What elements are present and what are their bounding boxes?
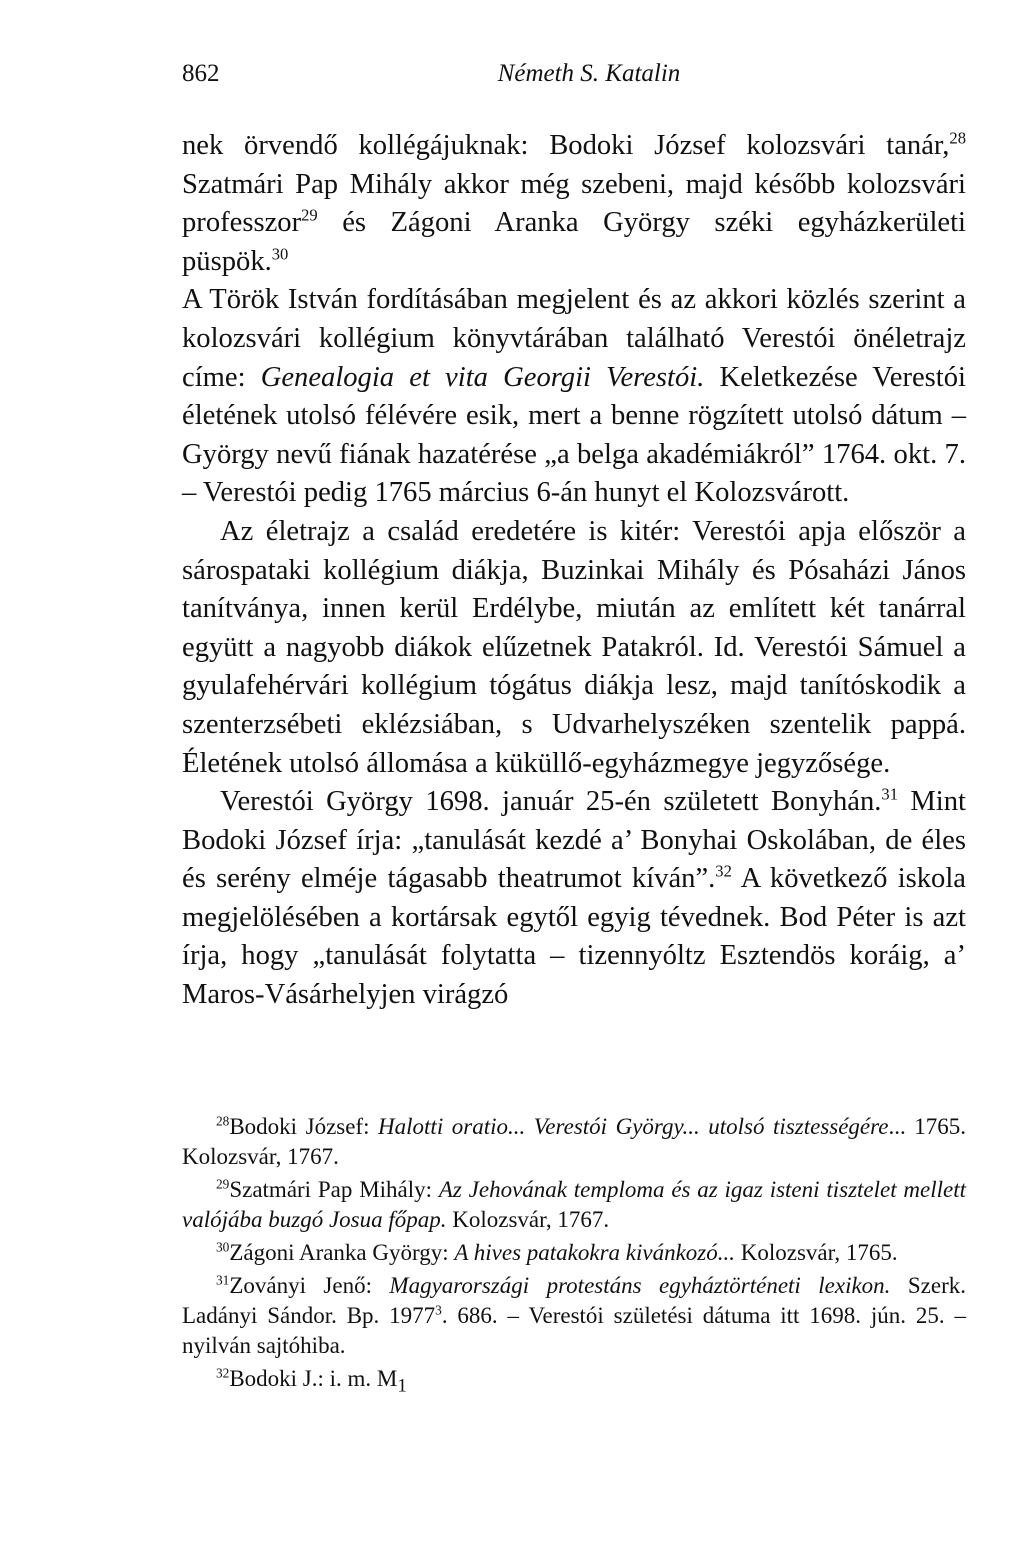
text-run: Kolozsvár, 1765.: [735, 1240, 898, 1265]
text-run: A Török István fordításában megjelent és az akkori közlés szerint a kolozsvári kollégium könyvtárában található Verestói önéletrajz címe:: [182, 284, 966, 393]
footnote-30: [182, 1238, 966, 1268]
footnote-ref-28: 28: [949, 128, 966, 148]
text-run: Zoványi Jenő:: [229, 1273, 390, 1298]
work-title: Genealogia et vita Georgii Verestói.: [260, 361, 705, 393]
paragraph-4: [182, 783, 966, 1015]
footnote-ref-29: 29: [301, 205, 318, 225]
text-run: Szatmári Pap Mihály akkor még szebeni, majd később kolozsvári professzor: [182, 168, 966, 239]
text-run: Kolozsvár, 1767.: [446, 1207, 610, 1232]
footnote-29: [182, 1175, 966, 1235]
italic-run: Az Jehovának temploma és az igaz isteni tisztelet mellett valójába buzgó Josua főpap.: [182, 1177, 967, 1232]
footnote-ref-31: 31: [881, 784, 898, 804]
text-run: Szerk. Ladányi Sándor. Bp. 1977: [182, 1273, 966, 1328]
footnotes: [182, 1112, 966, 1405]
text-run: Szatmári Pap Mihály:: [229, 1177, 439, 1202]
page-header: [182, 54, 966, 94]
footnote-28: [182, 1112, 966, 1172]
running-head: Németh S. Katalin: [497, 60, 681, 87]
text-run: Verestói György 1698. január 25-én született Bonyhán.: [220, 786, 882, 818]
text-run: Zágoni Aranka György:: [229, 1240, 455, 1265]
body-text: [182, 127, 966, 1015]
subscript: 1: [397, 1375, 407, 1397]
text-run: . 686. – Verestói születési dátuma itt 1698. jún. 25. – nyilván sajtóhiba.: [182, 1303, 966, 1358]
page-number: 862: [182, 60, 220, 87]
footnote-number: 29: [216, 1176, 230, 1192]
footnote-number: 28: [216, 1113, 230, 1129]
footnote-ref-30: 30: [271, 244, 289, 264]
footnote-number: 30: [216, 1239, 230, 1255]
text-run: Mint Bodoki József írja: „tanulását kezdé a’ Bonyhai Oskolában, de éles és serény elméje tágasabb theatrumot kíván”.: [182, 786, 966, 895]
text-run: és Zágoni Aranka György széki egyházkerületi püspök.: [182, 207, 966, 277]
paragraph-3: Az életrajz a család eredetére is kitér: Verestói apja először a sárospataki kollégium diákja, Buzinkai Mihály és Pósaházi János tanítványa, innen kerül Erdélybe, miután az említett két tanárral együtt a nagyobb diákok elűzetnek Patakról. Id. Verestói Sámuel a gyulafehérvári kollégium tógátus diákja lesz, majd tanítóskodik a szenterzsébeti eklézsiában, s Udvarhelyszéken szentelik pappá. Életének utolsó állomása a küküllő-egyházmegye jegyzősége.: [182, 515, 966, 779]
footnote-number: 31: [216, 1272, 230, 1288]
text-run: ... 1765. Kolozsvár, 1767.: [182, 1114, 967, 1169]
footnote-number: 32: [216, 1365, 230, 1381]
footnote-31: [182, 1271, 966, 1361]
italic-run: Magyarországi protestáns egyháztörténeti lexikon.: [389, 1273, 891, 1298]
edition-superscript: 3: [435, 1302, 442, 1318]
text-run: Keletkezése Verestói életének utolsó félévére esik, mert a benne rögzített utolsó dátum – György nevű fiának hazatérése „a belga akadémiákról” 1764. okt. 7. – Verestói pedig 1765 március 6-án hunyt el Kolozsvárott.: [182, 361, 966, 509]
footnote-32: [182, 1364, 966, 1402]
paragraph-2: [182, 281, 966, 513]
footnote-ref-32: 32: [715, 861, 732, 881]
text-run: A következő iskola megjelölésében a kortársak egytől egyig tévednek. Bod Péter is azt írja, hogy „tanulását folytatta – tizennyóltz Esztendös koráig, a’ Maros-Vásárhelyjen virágzó: [182, 863, 966, 1011]
italic-run: A hives patakokra kivánkozó...: [454, 1240, 736, 1265]
text-run: Bodoki J.: i. m. M: [229, 1366, 398, 1391]
text-run: Bodoki József:: [229, 1114, 379, 1139]
paragraph-1: [182, 127, 966, 281]
text-run: nek örvendő kollégájuknak: Bodoki József kolozsvári tanár,: [182, 130, 950, 161]
italic-run: Halotti oratio... Verestói György... utolsó tisztességére: [378, 1114, 889, 1139]
